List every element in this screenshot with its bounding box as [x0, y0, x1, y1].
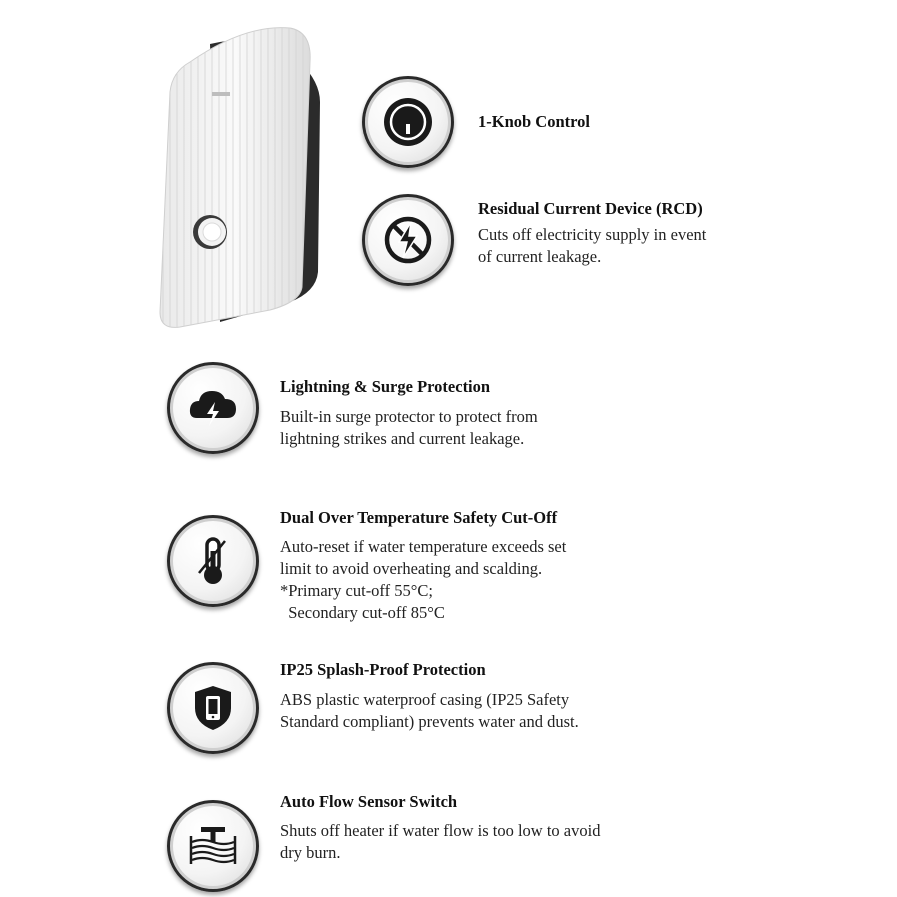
storm-cloud-icon [185, 380, 241, 436]
thermometer-icon [185, 533, 241, 589]
knob-icon [380, 94, 436, 150]
splash-proof-icon-badge [167, 662, 259, 754]
feature-description [478, 224, 706, 268]
description-line: dry burn. [280, 843, 341, 862]
no-electricity-icon [380, 212, 436, 268]
description-line: lightning strikes and current leakage. [280, 429, 525, 448]
feature-description [280, 536, 566, 624]
description-line: Cuts off electricity supply in event [478, 225, 707, 244]
feature-description [280, 820, 600, 864]
shield-phone-icon [185, 680, 241, 736]
flow-sensor-icon [185, 818, 241, 874]
rcd-icon-badge [362, 194, 454, 286]
description-line: Standard compliant) prevents water and dust. [280, 712, 579, 731]
flow-sensor-icon-badge [167, 800, 259, 892]
description-line: Secondary cut-off 85°C [280, 603, 445, 622]
surge-icon-badge [167, 362, 259, 454]
description-line: limit to avoid overheating and scalding. [280, 559, 543, 578]
feature-title: Lightning & Surge Protection [280, 377, 491, 396]
feature-title: Residual Current Device (RCD) [478, 199, 703, 218]
feature-title: Dual Over Temperature Safety Cut-Off [280, 508, 558, 527]
description-line: of current leakage. [478, 247, 602, 266]
feature-description [280, 689, 579, 733]
feature-title: Auto Flow Sensor Switch [280, 792, 458, 811]
description-line: Auto-reset if water temperature exceeds set [280, 537, 567, 556]
feature-title: IP25 Splash-Proof Protection [280, 660, 486, 679]
feature-description [280, 406, 538, 450]
feature-title: 1-Knob Control [478, 112, 591, 131]
description-line: ABS plastic waterproof casing (IP25 Safety [280, 690, 570, 709]
temperature-icon-badge [167, 515, 259, 607]
water-heater-image [150, 22, 330, 332]
knob-icon-badge [362, 76, 454, 168]
description-line: Built-in surge protector to protect from [280, 407, 538, 426]
description-line: Shuts off heater if water flow is too low to avoid [280, 821, 601, 840]
description-line: *Primary cut-off 55°C; [280, 581, 433, 600]
